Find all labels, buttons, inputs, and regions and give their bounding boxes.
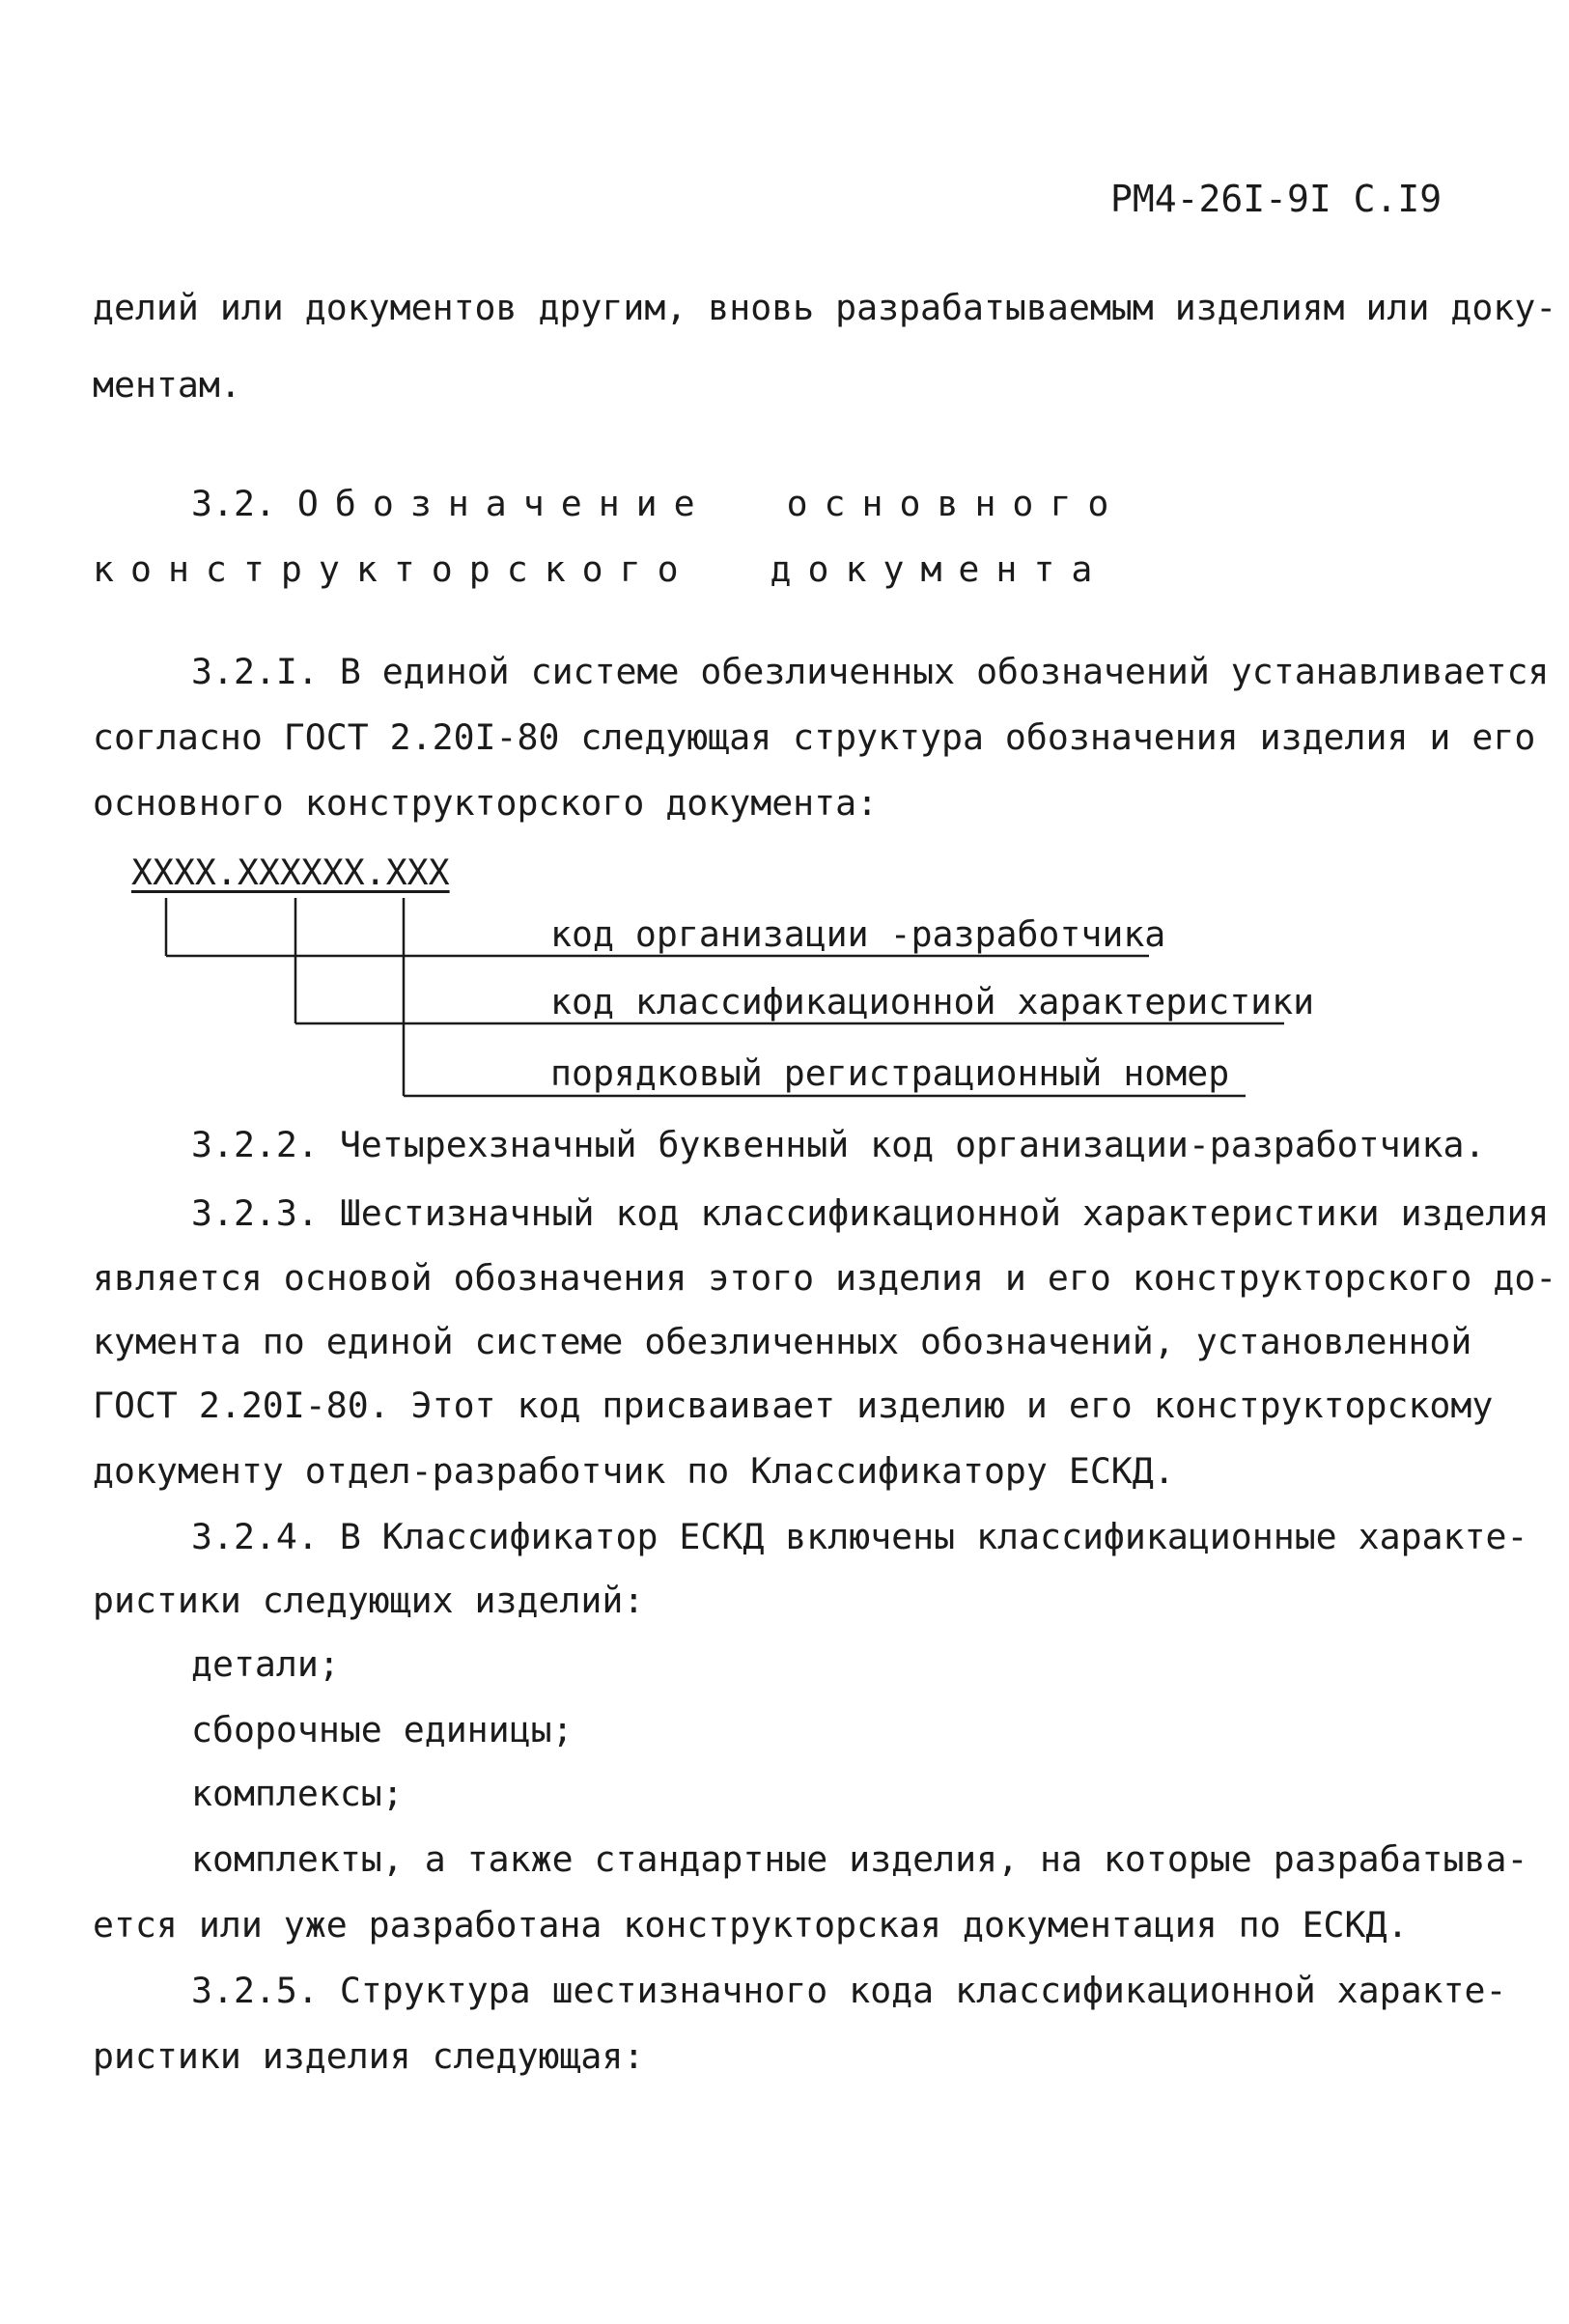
- label-classification-code: код классификационной характеристики: [550, 981, 1315, 1022]
- p323-line-4: ГОСТ 2.20I-80. Этот код присваивает изделию и его конструкторскому: [93, 1385, 1494, 1426]
- intro-line-1: делий или документов другим, вновь разрабатываемым изделиям или доку-: [93, 287, 1557, 328]
- p323-line-5: документу отдел-разработчик по Классификатору ЕСКД.: [93, 1450, 1175, 1492]
- designation-code: ХХХХ.ХХХХХХ.ХХХ: [131, 852, 450, 893]
- label-org-code: код организации -разработчика: [550, 913, 1166, 955]
- section-title-part-2: конструкторского документа: [93, 548, 1109, 590]
- p324-line-2: ристики следующих изделий:: [93, 1580, 645, 1621]
- list-item-3: комплексы;: [191, 1773, 404, 1814]
- section-number: 3.2.: [191, 483, 276, 524]
- label-registration-number: порядковый регистрационный номер: [550, 1052, 1230, 1094]
- p323-line-1: 3.2.3. Шестизначный код классификационной характеристики изделия: [191, 1192, 1550, 1234]
- list-tail-line-2: ется или уже разработана конструкторская документация по ЕСКД.: [93, 1904, 1409, 1946]
- list-item-2: сборочные единицы;: [191, 1709, 574, 1750]
- p321-line-1: 3.2.I. В единой системе обезличенных обозначений устанавливается: [191, 651, 1550, 692]
- p321-line-2: согласно ГОСТ 2.20I-80 следующая структура обозначения изделия и его: [93, 716, 1536, 758]
- p321-line-3: основного конструкторского документа:: [93, 782, 879, 824]
- p325-line-1: 3.2.5. Структура шестизначного кода классификационной характе-: [191, 1970, 1507, 2011]
- p325-line-2: ристики изделия следующая:: [93, 2035, 645, 2077]
- p322: 3.2.2. Четырехзначный буквенный код организации-разработчика.: [191, 1124, 1486, 1165]
- document-reference: РМ4-26I-9I С.I9: [1110, 178, 1443, 220]
- p323-line-2: является основой обозначения этого изделия и его конструкторского до-: [93, 1257, 1557, 1299]
- list-tail-line-1: комплекты, а также стандартные изделия, на которые разрабатыва-: [191, 1838, 1528, 1880]
- section-title-part-1: Обозначение основного: [296, 483, 1126, 524]
- p323-line-3: кумента по единой системе обезличенных обозначений, установленной: [93, 1321, 1472, 1362]
- intro-line-2: ментам.: [93, 364, 241, 406]
- list-item-1: детали;: [191, 1643, 340, 1685]
- p324-line-1: 3.2.4. В Классификатор ЕСКД включены классификационные характе-: [191, 1516, 1528, 1557]
